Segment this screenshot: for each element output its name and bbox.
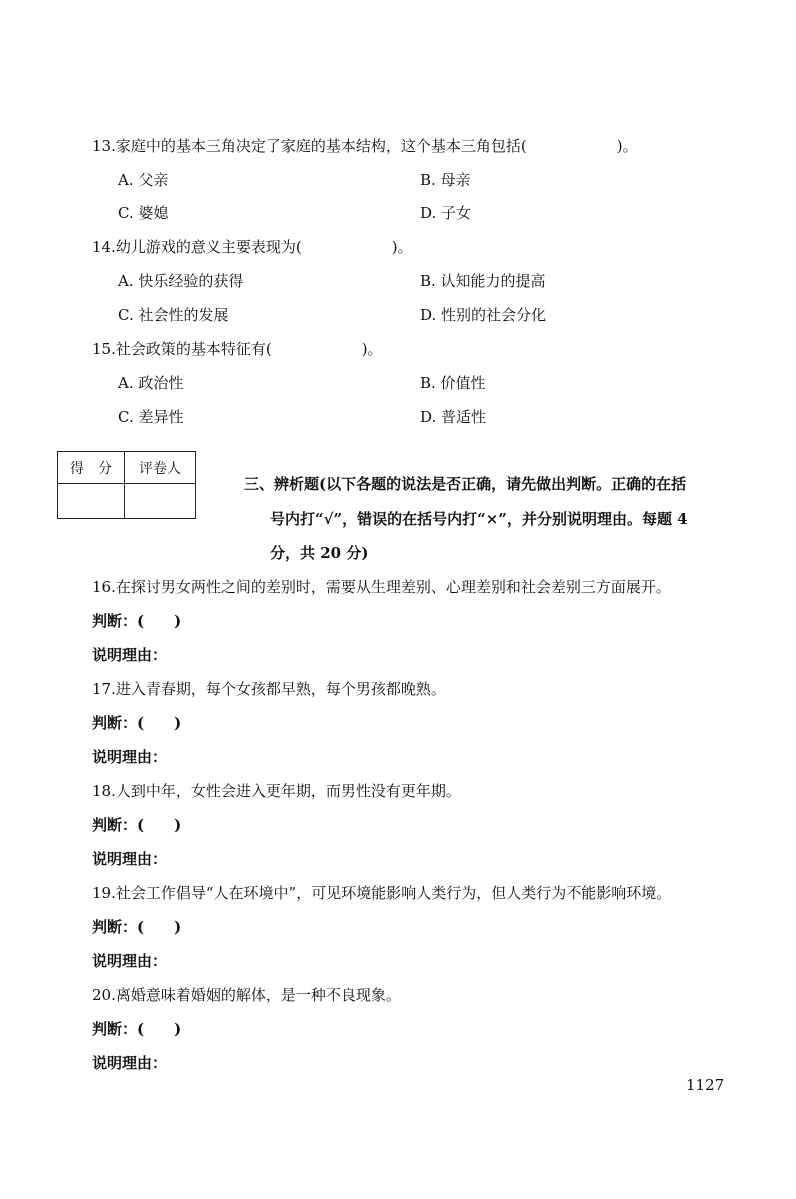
question-20-reason: 说明理由： [92,1054,168,1072]
page-number: 1127 [686,1076,725,1094]
grader-label: 评卷人 [125,452,196,484]
score-label: 得 分 [58,452,125,484]
question-17-judge: 判断：( ) [92,714,182,732]
section-heading-line3: 分，共 20 分) [270,544,369,562]
question-16-judge: 判断：( ) [92,612,182,630]
question-17-stem: 17.进入青春期，每个女孩都早熟，每个男孩都晚熟。 [92,680,446,698]
section-heading-line1: 三、辨析题(以下各题的说法是否正确，请先做出判断。正确的在括 [244,475,687,493]
question-18-stem: 18.人到中年，女性会进入更年期，而男性没有更年期。 [92,782,461,800]
question-14-option-d: D. 性别的社会分化 [420,306,547,324]
score-cell[interactable] [58,484,125,519]
question-13-option-a: A. 父亲 [118,171,169,189]
question-18-reason: 说明理由： [92,850,168,868]
question-19-reason: 说明理由： [92,952,168,970]
question-19-judge: 判断：( ) [92,918,182,936]
question-18-judge: 判断：( ) [92,816,182,834]
question-17-reason: 说明理由： [92,748,168,766]
question-13-option-b: B. 母亲 [420,171,471,189]
question-14-option-a: A. 快乐经验的获得 [118,272,244,290]
question-14-option-b: B. 认知能力的提高 [420,272,546,290]
question-15-option-a: A. 政治性 [118,374,184,392]
question-14-option-c: C. 社会性的发展 [118,306,229,324]
question-13-option-d: D. 子女 [420,204,472,222]
question-16-reason: 说明理由： [92,646,168,664]
question-15-option-c: C. 差异性 [118,408,184,426]
question-13-stem: 13.家庭中的基本三角决定了家庭的基本结构，这个基本三角包括( )。 [92,137,638,155]
question-13-option-c: C. 婆媳 [118,204,169,222]
question-15-stem: 15.社会政策的基本特征有( )。 [92,340,383,358]
question-14-stem: 14.幼儿游戏的意义主要表现为( )。 [92,238,413,256]
question-15-option-b: B. 价值性 [420,374,486,392]
question-19-stem: 19.社会工作倡导“人在环境中”，可见环境能影响人类行为，但人类行为不能影响环境。 [92,884,672,902]
question-15-option-d: D. 普适性 [420,408,487,426]
score-box [57,451,196,519]
grader-cell[interactable] [125,484,196,519]
question-20-judge: 判断：( ) [92,1020,182,1038]
section-heading-line2: 号内打“√”，错误的在括号内打“×”，并分别说明理由。每题 4 [270,510,688,528]
question-20-stem: 20.离婚意味着婚姻的解体，是一种不良现象。 [92,986,401,1004]
question-16-stem: 16.在探讨男女两性之间的差别时，需要从生理差别、心理差别和社会差别三方面展开。 [92,578,671,596]
